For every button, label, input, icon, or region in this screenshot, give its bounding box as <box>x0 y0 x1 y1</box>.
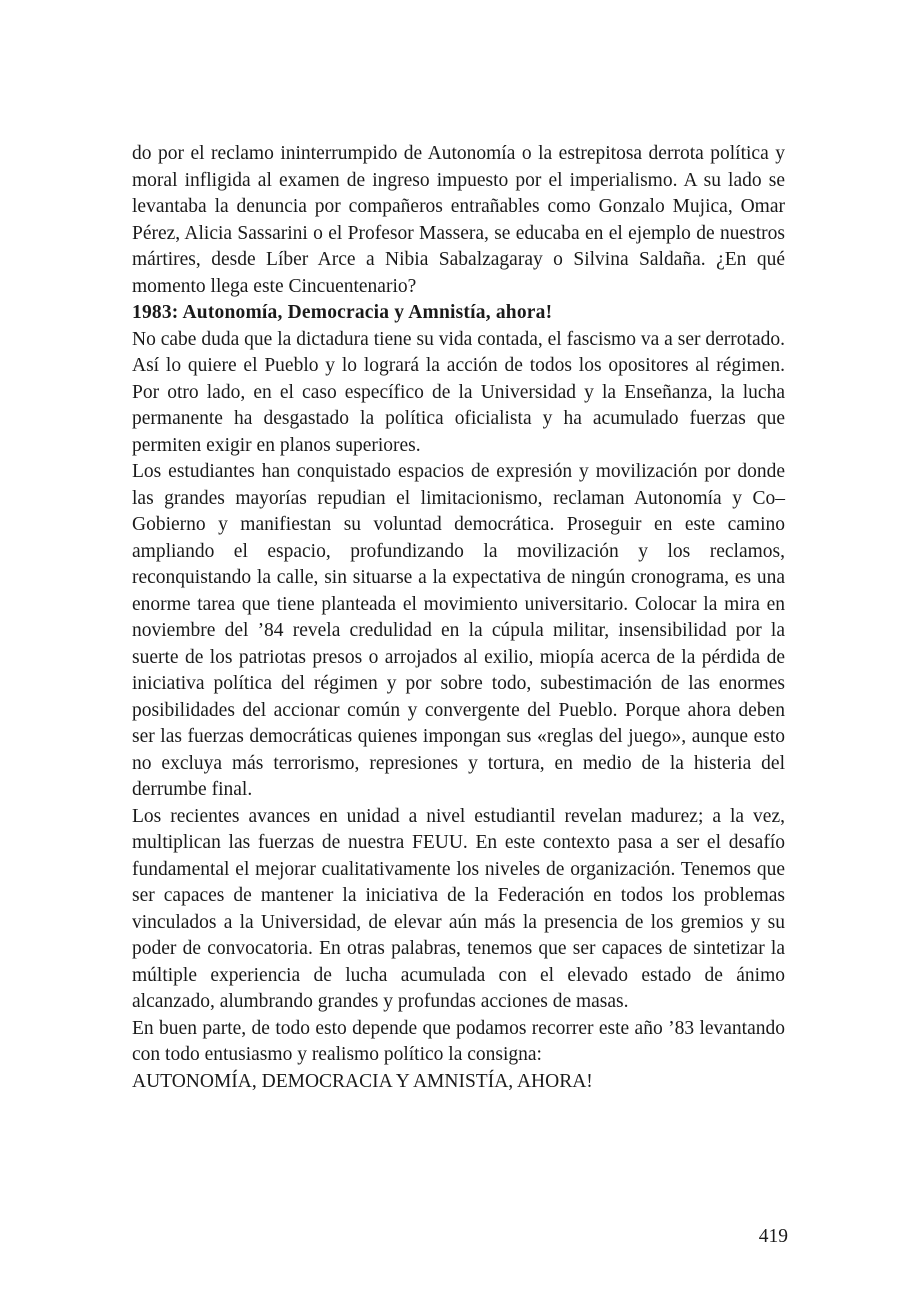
paragraph: Los recientes avances en unidad a nivel estudiantil revelan madurez; a la vez, multiplican las fuerzas de nuestra FEUU. En este contexto pasa a ser el desafío fundamental el mejorar cualitativamente los niveles de organización. Tenemos que ser capaces de mantener la iniciativa de la Federación en todos los problemas vinculados a la Universidad, de elevar aún más la presencia de los gremios y su poder de convocatoria. En otras palabras, tenemos que ser capaces de sintetizar la múltiple experiencia de lucha acumulada con el elevado estado de ánimo alcanzado, alumbrando grandes y profundas acciones de masas. <box>132 805 785 1012</box>
paragraph: No cabe duda que la dictadura tiene su vida contada, el fascismo va a ser derrotado. Así lo quiere el Pueblo y lo logrará la acción de todos los opositores al régimen. Por otro lado, en el caso específico de la Universidad y la Enseñanza, la lucha permanente ha desgastado la política oficialista y ha acumulado fuerzas que permiten exigir en planos superiores. <box>132 328 785 456</box>
section-heading: 1983: Autonomía, Democracia y Amnistía, ahora! <box>132 302 553 323</box>
body-text <box>132 141 785 1095</box>
paragraph: Los estudiantes han conquistado espacios de expresión y movilización por donde las grandes mayorías repudian el limitacionismo, reclaman Autonomía y Co–Gobierno y manifiestan su voluntad democrática. Proseguir en este camino ampliando el espacio, profundizando la movilización y los reclamos, reconquistando la calle, sin situarse a la expectativa de ningún cronograma, es una enorme tarea que tiene planteada el movimiento universitario. Colocar la mira en noviembre del ’84 revela credulidad en la cúpula militar, insensibilidad por la suerte de los patriotas presos o arrojados al exilio, miopía acerca de la pérdida de iniciativa política del régimen y por sobre todo, subestimación de las enormes posibilidades del accionar común y convergente del Pueblo. Porque ahora deben ser las fuerzas democráticas quienes impongan sus «reglas del juego», aunque esto no excluya más terrorismo, represiones y tortura, en medio de la histeria del derrumbe final. <box>132 461 785 800</box>
paragraph-continuation: do por el reclamo ininterrumpido de Autonomía o la estrepitosa derrota política y moral infligida al examen de ingreso impuesto por el imperialismo. A su lado se levantaba la denuncia por compañeros entrañables como Gonzalo Mujica, Omar Pérez, Alicia Sassarini o el Profesor Massera, se educaba en el ejemplo de nuestros mártires, desde Líber Arce a Nibia Sabalzagaray o Silvina Saldaña. ¿En qué momento llega este Cincuentenario? <box>132 143 785 297</box>
closing-slogan: AUTONOMÍA, DEMOCRACIA Y AMNISTÍA, AHORA! <box>132 1070 593 1092</box>
page-number: 419 <box>758 1226 788 1247</box>
paragraph: En buen parte, de todo esto depende que podamos recorrer este año ’83 levantando con todo entusiasmo y realismo político la consigna: <box>132 1017 785 1065</box>
